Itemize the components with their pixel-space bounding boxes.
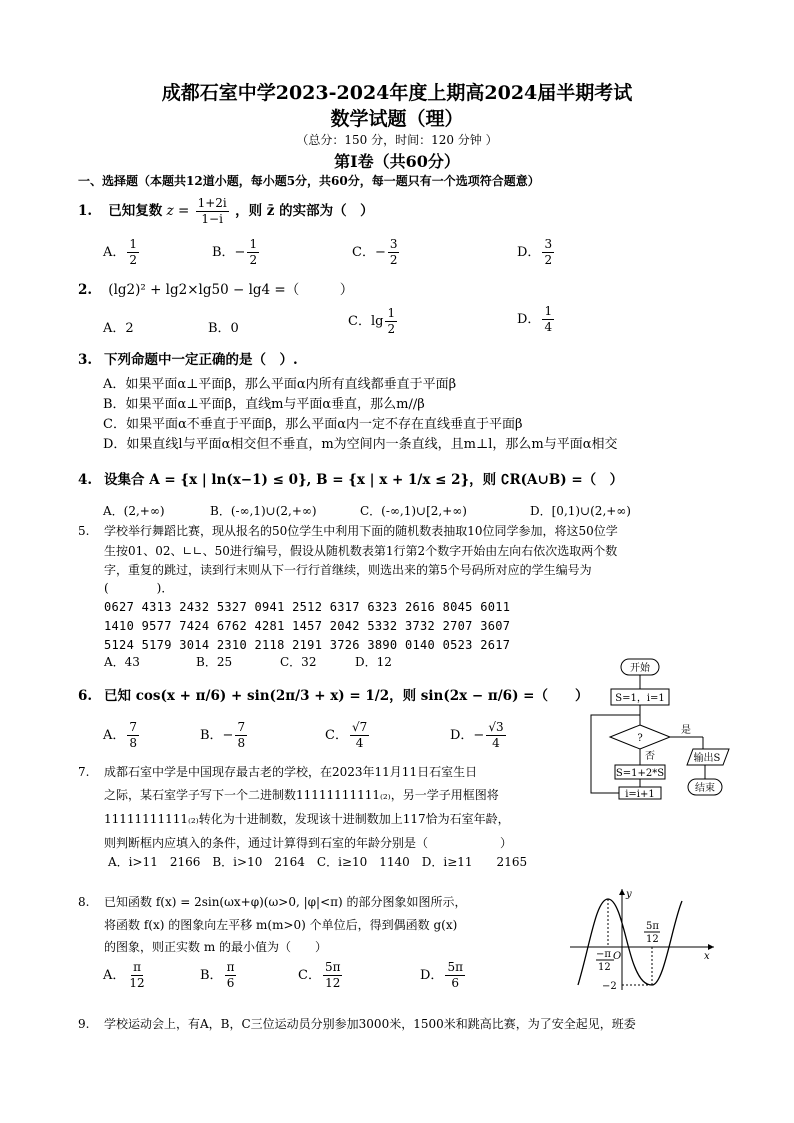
svg-text:12: 12 [598,962,611,973]
svg-text:−π: −π [596,949,611,960]
question-7: 7. 成都石室中学是中国现存最古老的学校，在2023年11月11日石室生日 [78,765,478,779]
exam-title: 成都石室中学2023-2024年度上期高2024届半期考试 [161,82,633,104]
sine-graph [568,885,718,995]
q6-option-b[interactable]: B．− $\frac{7}{8}$ [200,720,246,750]
q7-options[interactable]: A．i>11 2166 B．i>10 2164 C．i≥10 1140 D．i≥11 2165 [108,855,528,869]
question-9: 9. 学校运动会上，有A，B，C三位运动员分别参加3000米，1500米和跳高比赛，为了安全起见，班委 [78,1017,636,1031]
sine-curve [578,899,682,985]
svg-text:O: O [613,951,622,962]
q1-option-a[interactable]: A． $\frac{1}{2}$ [103,237,138,267]
svg-text:x: x [704,951,710,962]
exam-subtitle: 数学试题（理） [330,108,464,130]
part-title: 第Ⅰ卷（共60分） [334,152,460,171]
q2-option-d[interactable]: D． $\frac{1}{4}$ [517,304,553,334]
svg-text:输出S: 输出S [693,753,721,764]
question-6: 6. 已知 cos(x + π/6) + sin(2π/3 + x) = 1/2，则 sin(2x − π/6) =（ ） [78,688,589,704]
q1-option-c[interactable]: C．− $\frac{3}{2}$ [352,237,398,267]
random-table-row: 1410 9577 7424 6762 4281 1457 2042 5332 3732 2707 3607 [104,619,511,633]
question-4: 4. 设集合 A = {x | ln(x−1) ≤ 0}, B = {x | x + 1/x ≤ 2}，则 ∁R(A∪B) =（ ） [78,472,624,488]
q1-option-d[interactable]: D． $\frac{3}{2}$ [517,237,553,267]
question-2: 2. (lg2)² + lg2×lg50 − lg4 =（ ） [78,282,354,298]
q5-option-d[interactable]: D．12 [355,655,392,669]
q6-option-d[interactable]: D．− $\frac{√3}{4}$ [450,720,504,750]
q4-option-d[interactable]: D．[0,1)∪(2,+∞) [530,504,631,518]
q5-option-b[interactable]: B．25 [196,655,233,669]
q3-option-c[interactable]: C．如果平面α不垂直于平面β，那么平面α内一定不存在直线垂直于平面β [103,417,523,432]
svg-text:S=1，i=1: S=1，i=1 [615,693,665,704]
fraction: $\frac{1+2i}{1-i}$ [197,196,227,226]
section-heading: 一、选择题（本题共12道小题，每小题5分，共60分，每一题只有一个选项符合题意） [78,174,540,188]
svg-text:开始: 开始 [630,663,650,674]
svg-text:?: ? [637,733,643,744]
random-table-row: 0627 4313 2432 5327 0941 2512 6317 6323 2616 8045 6011 [104,600,511,614]
q2-option-a[interactable]: A．2 [103,321,134,336]
svg-text:结束: 结束 [695,783,715,794]
q6-option-c[interactable]: C． $\frac{√7}{4}$ [325,720,368,750]
question-1: 1. 已知复数 z = $\frac{1+2i}{1-i}$ ，则 z̄ 的实部为（ ） [78,196,374,226]
q5-option-a[interactable]: A．43 [104,655,140,669]
q4-option-b[interactable]: B．(-∞,1)∪(2,+∞) [210,504,317,518]
question-number: 2. [78,282,93,298]
q3-option-d[interactable]: D．如果直线l与平面α相交但不垂直，m为空间内一条直线，且m⊥l，那么m与平面α相交 [103,437,618,452]
svg-text:S=1+2*S: S=1+2*S [615,768,665,779]
q8-option-c[interactable]: C． $\frac{5\pi}{12}$ [298,960,341,990]
q1-option-b[interactable]: B．− $\frac{1}{2}$ [212,237,258,267]
svg-text:5π: 5π [646,921,659,932]
q3-option-a[interactable]: A．如果平面α⊥平面β，那么平面α内所有直线都垂直于平面β [103,377,457,392]
question-5: 5. 学校举行舞蹈比赛，现从报名的50位学生中利用下面的随机数表抽取10位同学参加，将这50位学 [78,524,618,538]
q8-option-b[interactable]: B． $\frac{\pi}{6}$ [200,960,235,990]
q2-option-c[interactable]: C．lg $\frac{1}{2}$ [348,306,396,336]
q4-option-c[interactable]: C．(-∞,1)∪[2,+∞) [360,504,467,518]
exam-meta: （总分：150 分，时间：120 分钟 ） [296,133,498,147]
q4-option-a[interactable]: A．(2,+∞) [103,504,165,518]
q2-option-b[interactable]: B．0 [208,321,239,336]
svg-text:y: y [626,889,632,900]
question-8: 8. 已知函数 f(x) = 2sin(ωx+φ)(ω>0, |φ|<π) 的部分图象如图所示， [78,895,467,909]
question-3: 3. 下列命题中一定正确的是（ ）. [78,352,298,368]
svg-text:否: 否 [645,751,655,762]
q8-option-a[interactable]: A． $\frac{\pi}{12}$ [103,960,145,990]
question-number: 1. [78,203,93,219]
q5-option-c[interactable]: C．32 [280,655,317,669]
svg-text:−2: −2 [602,981,617,992]
q6-option-a[interactable]: A． $\frac{7}{8}$ [103,720,138,750]
random-table-row: 5124 5179 3014 2310 2118 2191 3726 3890 0140 0523 2617 [104,638,511,652]
svg-text:12: 12 [646,934,659,945]
flowchart [585,655,735,800]
q8-option-d[interactable]: D． $\frac{5\pi}{6}$ [420,960,463,990]
svg-text:i=i+1: i=i+1 [625,789,655,800]
q3-option-b[interactable]: B．如果平面α⊥平面β，直线m与平面α垂直，那么m//β [103,397,425,412]
svg-text:是: 是 [681,725,691,736]
